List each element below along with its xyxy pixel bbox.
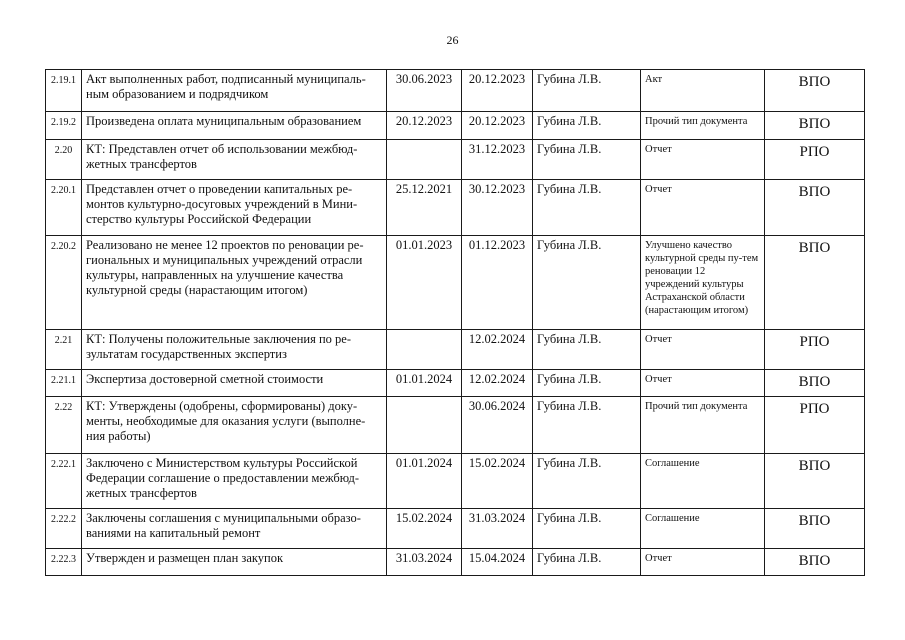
end-date: 31.03.2024 — [462, 509, 533, 549]
document-type: Отчет — [641, 180, 765, 236]
table-row — [46, 370, 865, 397]
row-number: 2.20 — [46, 140, 82, 180]
document-type: Отчет — [641, 330, 765, 370]
responsible: Губина Л.В. — [533, 454, 641, 509]
row-number: 2.22.2 — [46, 509, 82, 549]
end-date: 20.12.2023 — [462, 112, 533, 140]
row-number: 2.20.1 — [46, 180, 82, 236]
document-type: Прочий тип документа — [641, 397, 765, 454]
responsible: Губина Л.В. — [533, 397, 641, 454]
end-date: 20.12.2023 — [462, 70, 533, 112]
level: ВПО — [765, 236, 865, 330]
document-type: Отчет — [641, 549, 765, 576]
start-date: 15.02.2024 — [387, 509, 462, 549]
start-date: 31.03.2024 — [387, 549, 462, 576]
document-type: Отчет — [641, 370, 765, 397]
responsible: Губина Л.В. — [533, 330, 641, 370]
start-date — [387, 397, 462, 454]
document-type: Улучшено качество культурной среды пу-тем реновации 12 учреждений культуры Астраханской области (нарастающим итогом) — [641, 236, 765, 330]
row-number: 2.19.2 — [46, 112, 82, 140]
level: ВПО — [765, 70, 865, 112]
row-number: 2.20.2 — [46, 236, 82, 330]
row-name: Заключены соглашения с муниципальными образо-ваниями на капитальный ремонт — [82, 509, 387, 549]
responsible: Губина Л.В. — [533, 140, 641, 180]
level: ВПО — [765, 370, 865, 397]
end-date: 31.12.2023 — [462, 140, 533, 180]
end-date: 30.12.2023 — [462, 180, 533, 236]
row-number: 2.22.1 — [46, 454, 82, 509]
row-name: КТ: Представлен отчет об использовании межбюд-жетных трансфертов — [82, 140, 387, 180]
row-name: Акт выполненных работ, подписанный муниципаль-ным образованием и подрядчиком — [82, 70, 387, 112]
table-row — [46, 330, 865, 370]
table-row — [46, 180, 865, 236]
table-row — [46, 454, 865, 509]
start-date: 01.01.2024 — [387, 454, 462, 509]
level: РПО — [765, 330, 865, 370]
level: РПО — [765, 397, 865, 454]
row-number: 2.21.1 — [46, 370, 82, 397]
level: ВПО — [765, 509, 865, 549]
table-row — [46, 549, 865, 576]
table-row — [46, 509, 865, 549]
table-row — [46, 70, 865, 112]
document-type: Соглашение — [641, 454, 765, 509]
end-date: 12.02.2024 — [462, 330, 533, 370]
end-date: 15.02.2024 — [462, 454, 533, 509]
table-row — [46, 236, 865, 330]
level: ВПО — [765, 112, 865, 140]
row-name: Экспертиза достоверной сметной стоимости — [82, 370, 387, 397]
responsible: Губина Л.В. — [533, 112, 641, 140]
start-date: 01.01.2024 — [387, 370, 462, 397]
row-number: 2.22.3 — [46, 549, 82, 576]
start-date — [387, 330, 462, 370]
document-type: Прочий тип документа — [641, 112, 765, 140]
level: ВПО — [765, 454, 865, 509]
end-date: 01.12.2023 — [462, 236, 533, 330]
document-type: Соглашение — [641, 509, 765, 549]
row-number: 2.22 — [46, 397, 82, 454]
responsible: Губина Л.В. — [533, 70, 641, 112]
start-date: 01.01.2023 — [387, 236, 462, 330]
row-name: КТ: Утверждены (одобрены, сформированы) доку-менты, необходимые для оказания услуги (выполне-ния работы) — [82, 397, 387, 454]
row-name: Заключено с Министерством культуры Российской Федерации соглашение о предоставлении межбюд-жетных трансфертов — [82, 454, 387, 509]
document-type: Акт — [641, 70, 765, 112]
document-type: Отчет — [641, 140, 765, 180]
schedule-table — [45, 69, 865, 576]
row-name: Утвержден и размещен план закупок — [82, 549, 387, 576]
end-date: 30.06.2024 — [462, 397, 533, 454]
row-number: 2.21 — [46, 330, 82, 370]
start-date: 25.12.2021 — [387, 180, 462, 236]
table-row — [46, 112, 865, 140]
responsible: Губина Л.В. — [533, 236, 641, 330]
row-name: Произведена оплата муниципальным образованием — [82, 112, 387, 140]
table-row — [46, 140, 865, 180]
row-name: Реализовано не менее 12 проектов по реновации ре-гиональных и муниципальных учреждений отрасли культуры, направленных на улучшение качества культурной среды (нарастающим итогом) — [82, 236, 387, 330]
start-date: 20.12.2023 — [387, 112, 462, 140]
row-number: 2.19.1 — [46, 70, 82, 112]
level: ВПО — [765, 180, 865, 236]
responsible: Губина Л.В. — [533, 180, 641, 236]
start-date: 30.06.2023 — [387, 70, 462, 112]
level: ВПО — [765, 549, 865, 576]
row-name: Представлен отчет о проведении капитальных ре-монтов культурно-досуговых учреждений в Мини-стерство культуры Российской Федерации — [82, 180, 387, 236]
end-date: 15.04.2024 — [462, 549, 533, 576]
row-name: КТ: Получены положительные заключения по ре-зультатам государственных экспертиз — [82, 330, 387, 370]
responsible: Губина Л.В. — [533, 370, 641, 397]
responsible: Губина Л.В. — [533, 549, 641, 576]
end-date: 12.02.2024 — [462, 370, 533, 397]
page-number: 26 — [446, 33, 459, 47]
start-date — [387, 140, 462, 180]
level: РПО — [765, 140, 865, 180]
table-row — [46, 397, 865, 454]
responsible: Губина Л.В. — [533, 509, 641, 549]
